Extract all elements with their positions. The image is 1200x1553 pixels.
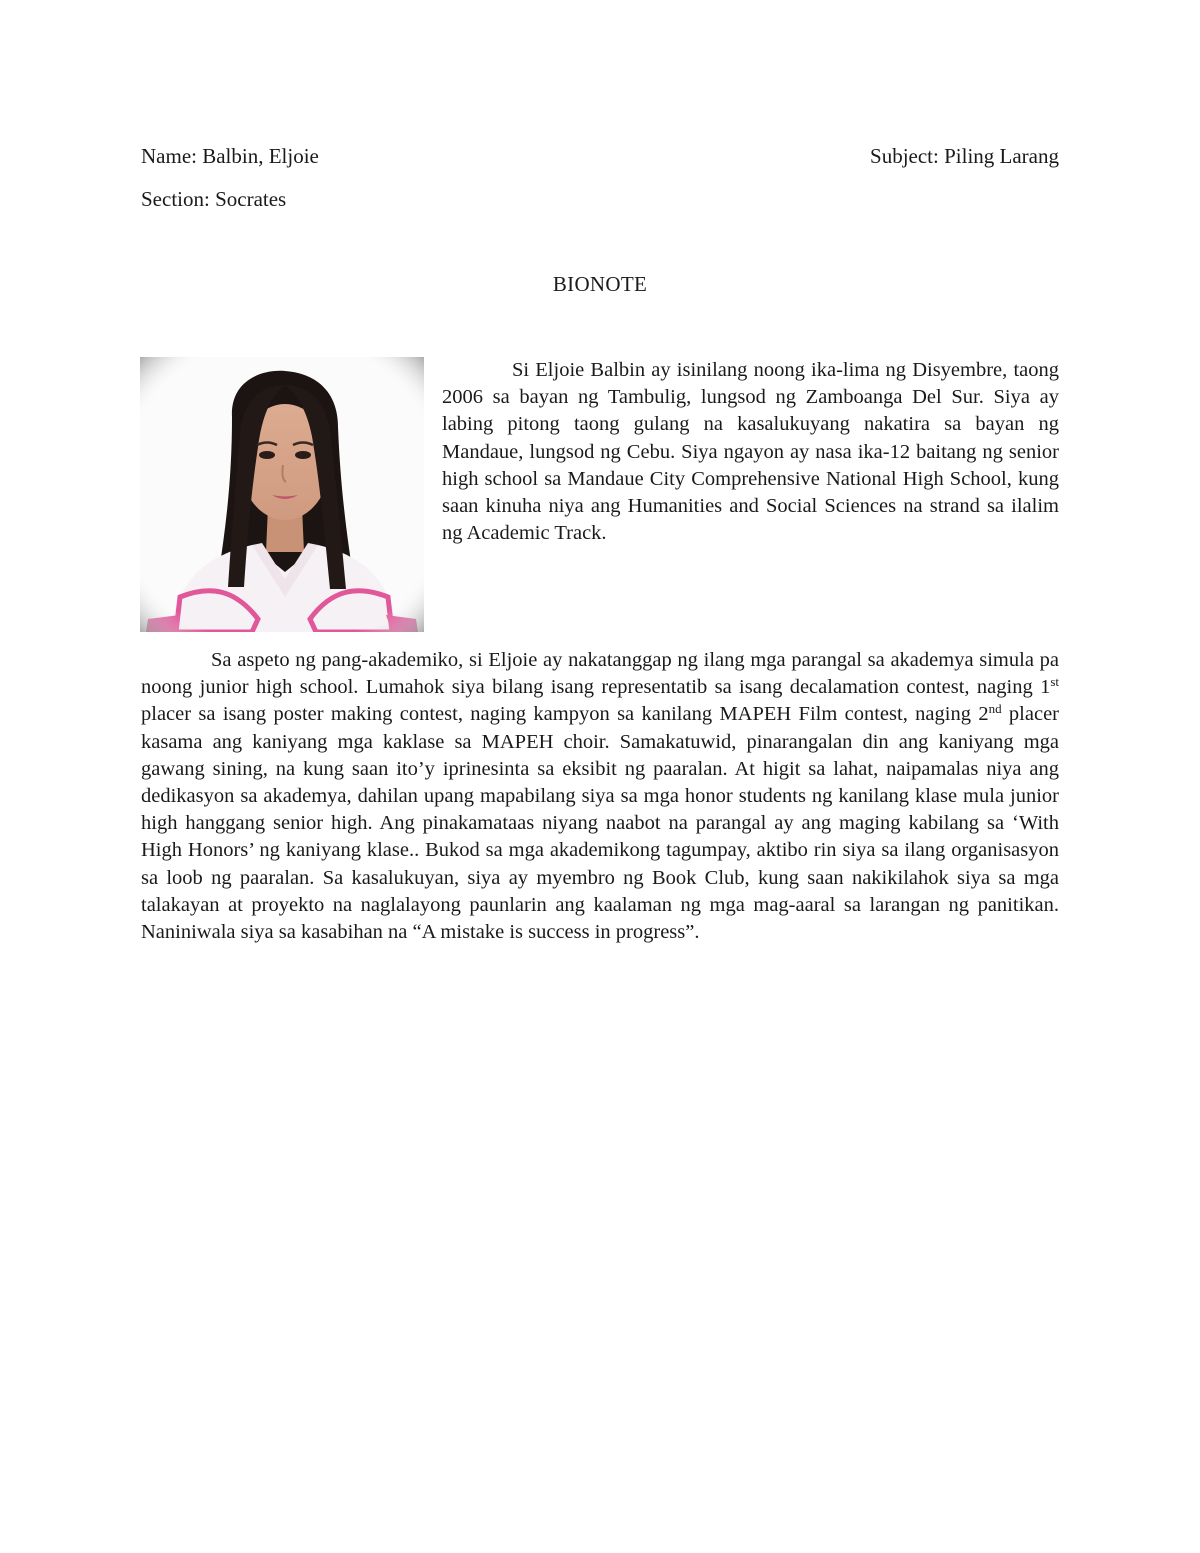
student-portrait-photo — [140, 357, 424, 632]
achievements-text-part-3: placer kasama ang kaniyang mga kaklase sa MAPEH choir. Samakatuwid, pinarangalan din ang kaniyang mga gawang sining, na kung saan ito’y iprinesinta sa eksibit ng paaralan. At higit sa lahat, naipamalas niya ang dedikasyon sa akademya, dahilan upang mapabilang siya sa mga honor students ng kanilang klase mula junior high hanggang senior high. Ang pinakamataas niyang naabot na parangal ay ang maging kabilang sa ‘With High Honors’ ng kaniyang klase.. Bukod sa mga akademikong tagumpay, aktibo rin siya sa ilang organisasyon sa loob ng paaralan. Sa kasalukuyan, siya ay myembro ng Book Club, kung saan nakikilahok siya sa mga talakayan at proyekto na naglalayong paunlarin ang kaalaman ng mga mag-aaral sa larangan ng panitikan. Naniniwala siya sa kasabihan na “A mistake is success in progress”. — [141, 703, 1059, 944]
student-name: Name: Balbin, Eljoie — [141, 144, 319, 168]
achievements-text-part-1: Sa aspeto ng pang-akademiko, si Eljoie ay nakatanggap ng ilang mga parangal sa akademya simula pa noong junior high school. Lumahok siya bilang isang representatib sa isang decalamation contest, naging 1 — [141, 649, 1059, 699]
ordinal-suffix-second: nd — [988, 701, 1002, 717]
subject-label: Subject: Piling Larang — [870, 144, 1059, 168]
achievements-text-part-2: placer sa isang poster making contest, naging kampyon sa kanilang MAPEH Film contest, naging 2 — [141, 703, 989, 726]
achievements-paragraph — [141, 647, 1059, 946]
ordinal-suffix-first: st — [1050, 674, 1059, 690]
intro-paragraph: Si Eljoie Balbin ay isinilang noong ika-lima ng Disyembre, taong 2006 sa bayan ng Tambulig, lungsod ng Zamboanga Del Sur. Siya ay labing pitong taong gulang na kasalukuyang nakatira sa bayan ng Mandaue, lungsod ng Cebu. Siya ngayon ay nasa ika-12 baitang ng senior high school sa Mandaue City Comprehensive National High School, kung saan kinuha niya ang Humanities and Social Sciences na strand sa ilalim ng Academic Track. — [442, 359, 1059, 545]
document-title: BIONOTE — [552, 272, 648, 296]
section-label: Section: Socrates — [141, 187, 287, 211]
